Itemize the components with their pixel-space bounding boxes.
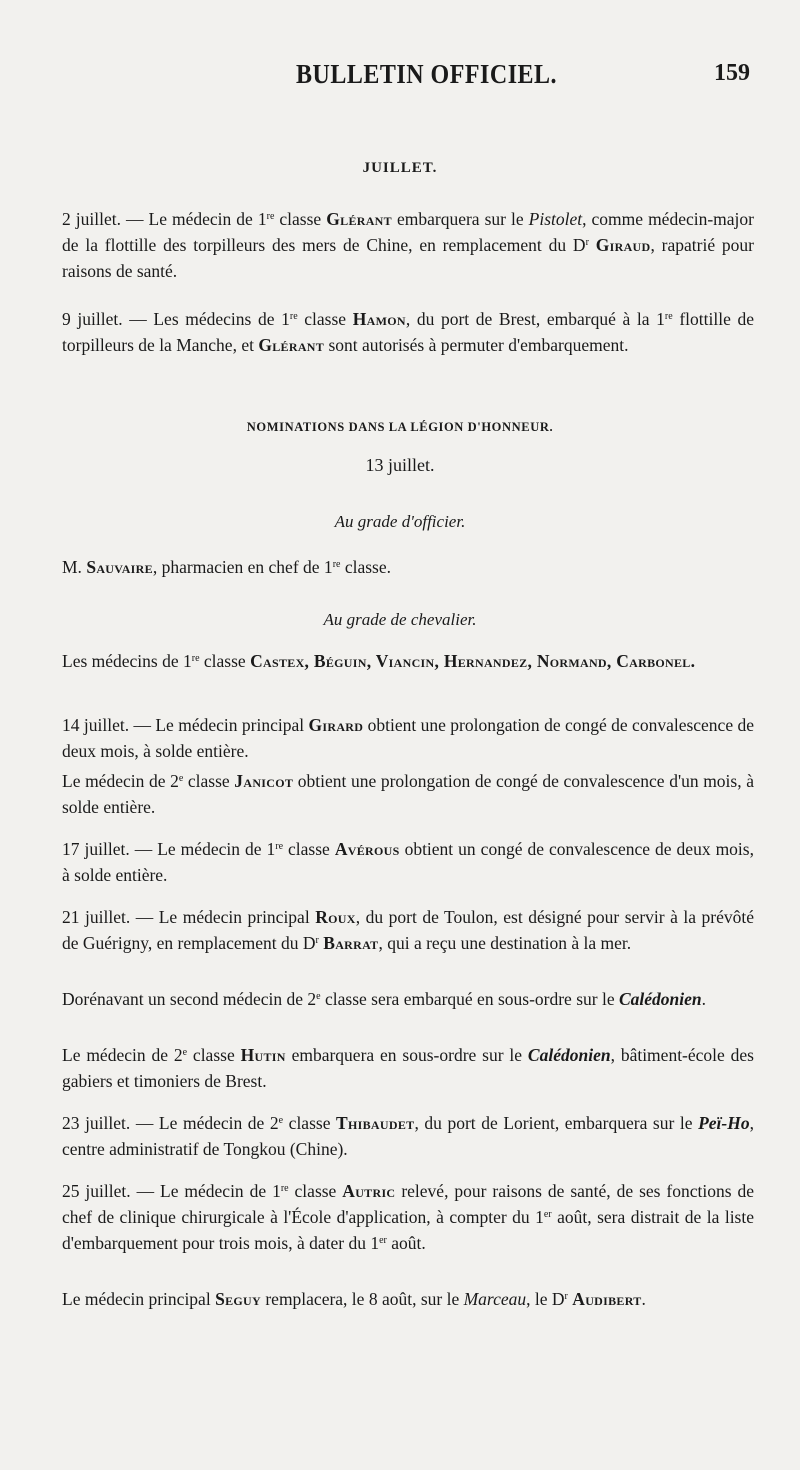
paragraph-janicot: Le médecin de 2e classe Janicot obtient une prolongation de congé de convalescence d'un mois, à solde entière. bbox=[62, 771, 754, 817]
person-name: Thibaudet bbox=[336, 1113, 415, 1133]
entry-date: 2 juillet. bbox=[62, 209, 121, 229]
entry-date: 17 juillet. bbox=[62, 839, 130, 859]
ship-name: Pistolet bbox=[528, 209, 583, 229]
entry-date: 21 juillet. bbox=[62, 907, 131, 927]
paragraph-9-juillet: 9 juillet. — Les médecins de 1re classe Hamon, du port de Brest, embarqué à la 1re flottille de torpilleurs de la Manche, et Glérant sont autorisés à permuter d'embarquement. bbox=[62, 309, 754, 355]
entry-date: 23 juillet. bbox=[62, 1113, 131, 1133]
entry-date: 14 juillet. bbox=[62, 715, 130, 735]
person-names: Castex, Béguin, Viancin, Hernandez, Normand, Carbonel. bbox=[250, 651, 696, 671]
person-name: Avérous bbox=[334, 839, 400, 859]
grade-officer-heading: Au grade d'officier. bbox=[334, 512, 466, 531]
grade-chevalier-heading: Au grade de chevalier. bbox=[323, 610, 477, 629]
person-name: Hutin bbox=[240, 1045, 286, 1065]
paragraph-2-juillet: 2 juillet. — Le médecin de 1re classe Glérant embarquera sur le Pistolet, comme médecin-major de la flottille des torpilleurs des mers de Chine, en remplacement du $D^r$ Giraud, rapatrié pour raisons de santé. bbox=[62, 209, 755, 281]
entry-date: 25 juillet. bbox=[62, 1181, 131, 1201]
running-header bbox=[0, 60, 800, 100]
ship-name: Calédonien bbox=[618, 989, 702, 1009]
page-number: 159 bbox=[714, 60, 750, 86]
month-heading: JUILLET. bbox=[362, 160, 438, 176]
person-name: Seguy bbox=[215, 1289, 261, 1309]
paragraph-21-juillet: 21 juillet. — Le médecin principal Roux, du port de Toulon, est désigné pour servir à la prévôté de Guérigny, en remplacement du $D^r$ Barrat, qui a reçu une destination à la mer. bbox=[62, 907, 754, 953]
paragraph-17-juillet: 17 juillet. — Le médecin de 1re classe Avérous obtient un congé de convalescence de deux mois, à solde entière. bbox=[62, 839, 754, 885]
person-name: Girard bbox=[308, 715, 364, 735]
person-name: Autric bbox=[342, 1181, 396, 1201]
person-name: Sauvaire bbox=[86, 557, 153, 577]
section-heading: NOMINATIONS DANS LA LÉGION D'HONNEUR. bbox=[246, 420, 554, 434]
journal-title: BULLETIN OFFICIEL. bbox=[296, 60, 558, 90]
person-name: Glérant bbox=[258, 335, 325, 355]
person-name: Hamon bbox=[352, 309, 406, 329]
person-name: Glérant bbox=[326, 209, 392, 229]
paragraph-officer: M. Sauvaire, pharmacien en chef de 1re classe. bbox=[62, 557, 392, 577]
ship-name: Peï-Ho bbox=[698, 1113, 750, 1133]
paragraph-seguy: Le médecin principal Seguy remplacera, le 8 août, sur le Marceau, le $D^r$ Audibert. bbox=[62, 1289, 646, 1309]
person-name: Giraud bbox=[595, 235, 651, 255]
paragraph-14-juillet: 14 juillet. — Le médecin principal Girard obtient une prolongation de congé de convalescence de deux mois, à solde entière. bbox=[62, 715, 754, 761]
paragraph-25-juillet: 25 juillet. — Le médecin de 1re classe Autric relevé, pour raisons de santé, de ses fonctions de chef de clinique chirurgicale à l'École d'application, à compter du 1er août, sera distrait de la liste d'embarquement pour trois mois, à dater du 1er août. bbox=[62, 1181, 754, 1253]
ship-name: Marceau bbox=[463, 1289, 527, 1309]
paragraph-chevalier: Les médecins de 1re classe Castex, Béguin, Viancin, Hernandez, Normand, Carbonel. bbox=[62, 651, 696, 671]
paragraph-23-juillet: 23 juillet. — Le médecin de 2e classe Thibaudet, du port de Lorient, embarquera sur le Peï-Ho, centre administratif de Tongkou (Chine). bbox=[62, 1113, 754, 1159]
entry-date: 9 juillet. bbox=[62, 309, 123, 329]
person-name: Audibert bbox=[572, 1289, 642, 1309]
paragraph-dorenavant: Dorénavant un second médecin de 2e classe sera embarqué en sous-ordre sur le Calédonien. bbox=[62, 989, 706, 1009]
person-name: Janicot bbox=[234, 771, 294, 791]
section-date: 13 juillet. bbox=[365, 455, 435, 475]
person-name: Barrat bbox=[323, 933, 379, 953]
person-name: Roux bbox=[315, 907, 356, 927]
ship-name: Calédonien bbox=[527, 1045, 611, 1065]
paragraph-hutin: Le médecin de 2e classe Hutin embarquera en sous-ordre sur le Calédonien, bâtiment-école des gabiers et timoniers de Brest. bbox=[62, 1045, 754, 1091]
